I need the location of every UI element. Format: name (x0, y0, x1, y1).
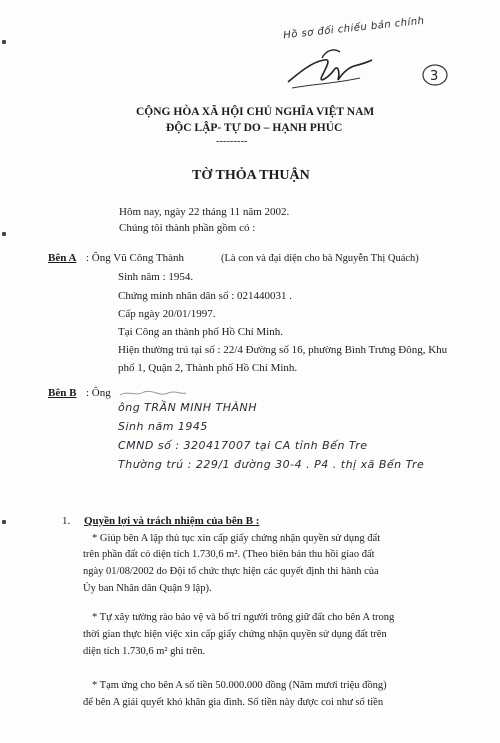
header-dashes: --------- (216, 136, 248, 147)
section-1-para-1-line-4: Ủy ban Nhân dân Quận 9 lập). (83, 583, 212, 594)
party-b-handwritten-id: CMND số : 320417007 tại CA tỉnh Bến Tre (118, 439, 368, 452)
section-1-para-2-line-1: * Tự xây tường rào bảo vệ và bố trí người trông giữ đất cho bên A trong (92, 612, 395, 623)
stamp-number: 3 (430, 69, 439, 84)
scan-speck (2, 232, 6, 236)
party-a-note: (Là con và đại diện cho bà Nguyễn Thị Quách) (221, 253, 419, 264)
party-a-issued: Cấp ngày 20/01/1997. (118, 308, 216, 320)
party-a-address-line-2: phố 1, Quận 2, Thành phố Hồ Chí Minh. (118, 362, 298, 374)
party-b-handwritten-name: ông TRẦN MINH THÀNH (118, 401, 258, 414)
redacted-scribble (118, 387, 188, 399)
party-b-prefix: : Ông (86, 387, 111, 399)
party-b-handwritten-birth: Sinh năm 1945 (118, 420, 208, 433)
document-title: TỜ THỎA THUẬN (192, 168, 310, 183)
intro-date: Hôm nay, ngày 22 tháng 11 năm 2002. (119, 206, 290, 218)
party-a-birth: Sinh năm : 1954. (118, 271, 194, 283)
section-1-para-2-line-3: diện tích 1.730,6 m² ghi trên. (83, 646, 206, 657)
section-1-heading: Quyền lợi và trách nhiệm của bên B : (84, 515, 260, 527)
party-a-name: : Ông Vũ Công Thành (86, 252, 184, 264)
party-b-handwritten-address: Thường trú : 229/1 đường 30-4 . P4 . thị xã Bến Tre (118, 458, 425, 471)
party-a-place: Tại Công an thành phố Hồ Chí Minh. (118, 326, 283, 338)
signature (282, 38, 374, 96)
stamp-mark (420, 62, 450, 88)
party-a-id: Chứng minh nhân dân số : 021440031 . (118, 290, 293, 302)
section-1-para-2-line-2: thời gian thực hiện việc xin cấp giấy chứng nhận quyền sử dụng đất trên (83, 629, 387, 640)
handwritten-note: Hồ sơ đối chiếu bản chính (282, 15, 425, 42)
scan-speck (2, 40, 6, 44)
section-1-para-3-line-2: để bên A giải quyết khó khăn gia đình. Số tiền này được coi như số tiền (83, 697, 384, 708)
party-a-address-line-1: Hiện thường trú tại số : 22/4 Đường số 16, phường Bình Trưng Đông, Khu (118, 344, 448, 356)
section-1-para-1-line-2: trên phần đất có diện tích 1.730,6 m². (Theo biên bản thu hồi giao đất (83, 549, 375, 560)
section-1-para-1-line-1: * Giúp bên A lập thủ tục xin cấp giấy chứng nhận quyền sử dụng đất (92, 533, 381, 544)
party-b-label: Bên B (48, 387, 77, 399)
scan-speck (2, 520, 6, 524)
section-1-para-3-line-1: * Tạm ứng cho bên A số tiền 50.000.000 đồng (Năm mươi triệu đồng) (92, 680, 387, 691)
party-a-label: Bên A (48, 252, 77, 264)
section-1-para-1-line-3: ngày 01/08/2002 do Đội tổ chức thực hiện các quyết định thi hành của (83, 566, 379, 577)
header-line-2: ĐỘC LẬP- TỰ DO – HẠNH PHÚC (166, 122, 343, 134)
intro-members: Chúng tôi thành phần gồm có : (119, 222, 256, 234)
section-1-number: 1. (62, 515, 71, 527)
header-line-1: CỘNG HÒA XÃ HỘI CHỦ NGHĨA VIỆT NAM (136, 106, 375, 118)
